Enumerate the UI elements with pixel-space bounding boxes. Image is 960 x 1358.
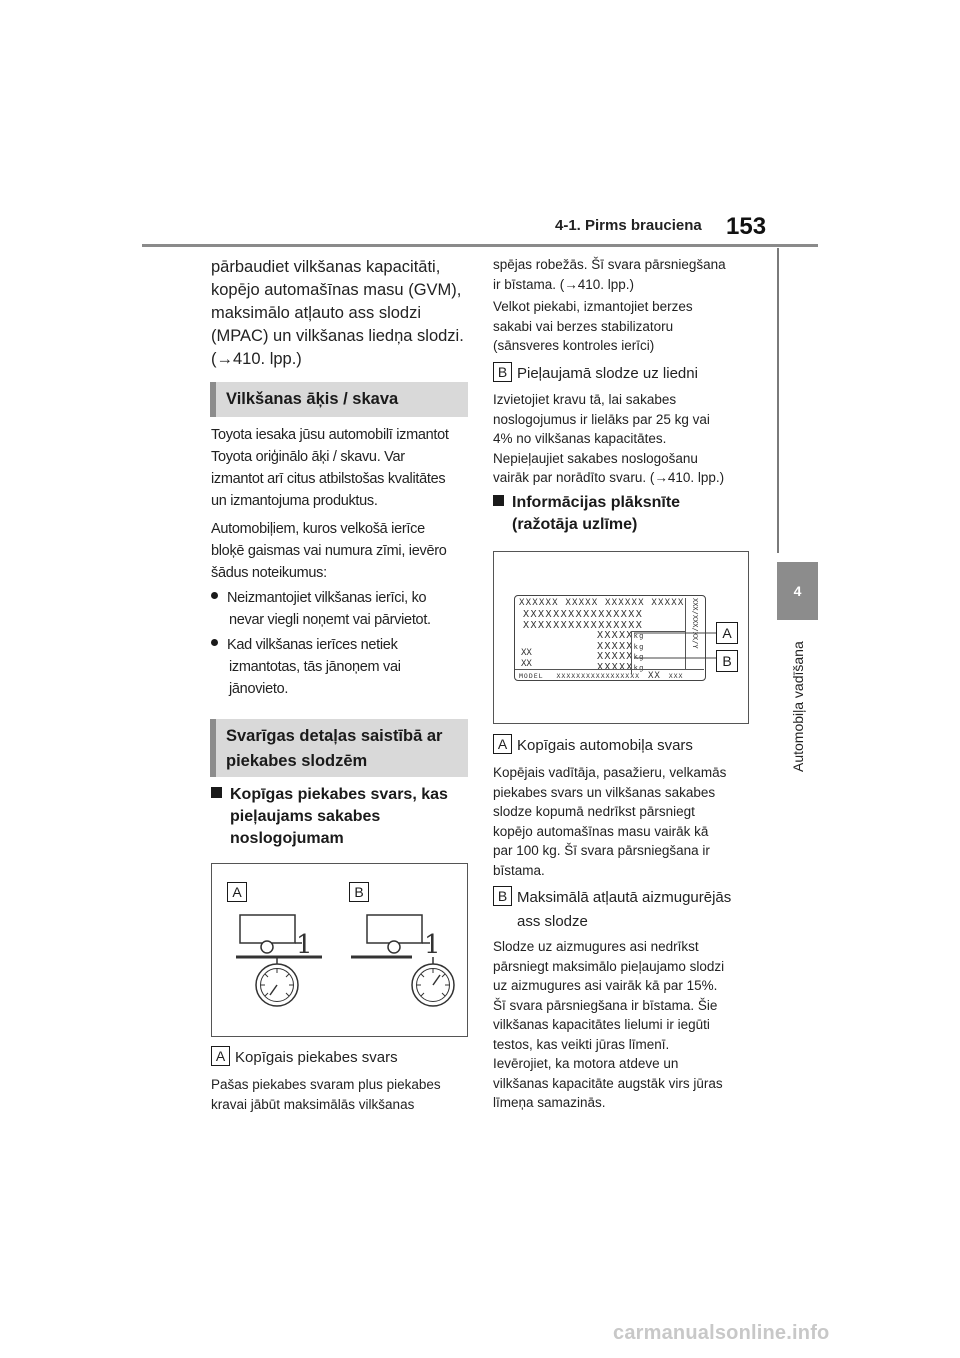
text-line: vairāk par norādīto svaru. (→410. lpp.) [493, 470, 725, 485]
chapter-tab: 4 [777, 562, 818, 620]
label-row: XXXXXXXXXXXXXXXX [523, 609, 644, 620]
label-row: XXXXX [597, 630, 634, 641]
text-line: ass slodze [517, 913, 588, 930]
bullet-item [211, 634, 473, 700]
label-a2-title [493, 734, 755, 758]
label-a-description [211, 1075, 473, 1114]
text-line: Informācijas plāksnīte [512, 494, 681, 511]
text-line: noslogojumus ir lielāks par 25 kg vai [493, 411, 710, 427]
callout-a: A [716, 622, 738, 644]
text-line: spējas robežās. Šī svara pārsniegšana [493, 257, 726, 272]
kg-unit: kg [633, 642, 645, 651]
text-line: bloķē gaismas vai numura zīmi, ievēro [211, 543, 447, 559]
subheading-trailer-weight [211, 784, 473, 850]
text-line: Maksimālā atļautā aizmugurējās [517, 889, 732, 906]
trailer-weight-figure [211, 863, 468, 1037]
text-line: Slodze uz aizmugures asi nedrīkst [493, 939, 699, 954]
text-line: kopējo automašīnas masu (GVM), [211, 281, 462, 299]
text-line: sakabi vai berzes stabilizatoru [493, 318, 674, 334]
text-line: Pieļaujamā slodze uz liedni [517, 365, 698, 382]
text-line: pieļaujams sakabes [230, 808, 381, 825]
figure-label-a: A [227, 882, 247, 902]
text-line: Automobiļiem, kuros velkošā ierīce [211, 521, 425, 537]
text-line: jānovieto. [229, 681, 289, 697]
text-line: pārbaudiet vilkšanas kapacitāti, [211, 258, 441, 276]
continued-paragraph [493, 255, 755, 294]
label-a2-description [493, 763, 755, 880]
text-line: slodze kopumā nedrīkst pārsniegt [493, 804, 695, 819]
friction-hitch-paragraph [493, 297, 755, 356]
model-value: XXXXXXXXXXXXXXXXX [556, 672, 641, 680]
label-row: XXXXX [597, 651, 634, 662]
kg-unit: kg [633, 632, 645, 640]
text-line: noslogojumam [230, 830, 344, 847]
label-row: XX [521, 659, 532, 669]
chapter-label [777, 630, 818, 810]
text-line: par 100 kg. Šī svara pārsniegšana ir [493, 843, 710, 858]
section-title: 4-1. Pirms brauciena [555, 217, 702, 234]
trailer-a [236, 915, 322, 1006]
text-line: pārsniegt maksimālo pieļaujamo slodzi [493, 958, 725, 974]
label-row: XXXXXX XXXXX XXXXXX XXXXX [519, 598, 685, 608]
text-line: un izmantojuma produktus. [211, 493, 378, 509]
side-rule [777, 248, 779, 553]
square-bullet-icon [493, 495, 504, 506]
text-line: Kopējais vadītāja, pasažieru, velkamās [493, 765, 727, 780]
text-line: ir bīstama. (→410. lpp.) [493, 276, 635, 292]
intro-paragraph [211, 256, 473, 371]
label-badge: A [493, 734, 512, 754]
page-number: 153 [726, 213, 767, 240]
text-line: 4% no vilkšanas kapacitātes. [493, 431, 667, 446]
section-heading-hitch: Vilkšanas āķis / skava [210, 382, 468, 417]
text-line: (MPAC) un vilkšanas liedņa slodzi. [211, 327, 464, 345]
label-badge: B [493, 362, 512, 382]
label-b-title [493, 362, 755, 386]
section-heading-loads [210, 719, 468, 777]
text-line: Toyota oriģinālo āķi / skavu. Var [211, 449, 405, 465]
label-row: XX [521, 648, 532, 658]
trailer-b [351, 915, 454, 1006]
text-line: vilkšanas kapacitāte augstāk virs jūras [493, 1075, 723, 1091]
text-line: maksimālo atļauto ass slodzi [211, 304, 422, 322]
callout-b: B [716, 650, 738, 672]
kg-unit: kg [633, 653, 645, 661]
label-b2-description [493, 937, 755, 1113]
text-line: piekabes svars un vilkšanas sakabes [493, 784, 716, 800]
text-line: Kad vilkšanas ierīces netiek [227, 637, 398, 653]
watermark: carmanualsonline.info [613, 1322, 830, 1344]
label-b-description [493, 390, 755, 488]
text-line: testos, kas veikti jūras līmenī. [493, 1036, 670, 1052]
text-line: uz aizmugures asi vairāk kā par 15%. [493, 978, 718, 993]
figure-label-b: B [349, 882, 369, 902]
text-line: Kopīgas piekabes svars, kas [230, 786, 448, 803]
label-row: XXXXX [597, 640, 634, 652]
text-line: piekabes slodzēm [226, 752, 368, 770]
text-line: Nepieļaujiet sakabes noslogošanu [493, 450, 698, 466]
label-badge: B [493, 886, 512, 906]
rules-paragraph [211, 518, 473, 584]
model-label: MODEL [519, 672, 544, 680]
text-line: izmantot arī citus atbilstošas kvalitātes [211, 471, 446, 487]
header-rule [142, 244, 818, 247]
text-line: izmantotas, tās jānoņem vai [229, 659, 401, 675]
model-tail: XXX [668, 672, 684, 680]
text-line: Šī svara pārsniegšana ir bīstama. Šie [493, 997, 718, 1013]
bullet-dot [211, 592, 218, 599]
model-xx: XX [647, 671, 661, 681]
label-row: XXXXX [597, 661, 634, 673]
hitch-paragraph [211, 424, 473, 512]
kg-unit: kg [633, 663, 645, 672]
text-line: (ražotāja uzlīme) [512, 516, 638, 533]
text-line: (→410. lpp.) [211, 350, 302, 368]
square-bullet-icon [211, 787, 222, 798]
text-line: līmeņa samazinās. [493, 1095, 606, 1110]
info-plate-figure [493, 551, 749, 724]
callout-lines [494, 552, 750, 725]
text-line: Svarīgas detaļas saistībā ar [226, 727, 443, 745]
text-line: Toyota iesaka jūsu automobilī izmantot [211, 427, 449, 443]
label-row: XXXXXXXXXXXXXXXX [523, 620, 644, 631]
chapter-label-text: Automobiļa vadīšana [789, 641, 806, 772]
text-line: šādus noteikumus: [211, 565, 327, 581]
weight-arrow-a: 1 [296, 930, 313, 960]
text-line: Izvietojiet kravu tā, lai sakabes [493, 392, 677, 407]
text-line: Pašas piekabes svaram plus piekabes [211, 1077, 441, 1092]
text-line: Ievērojiet, ka motora atdeve un [493, 1056, 679, 1071]
text-line: kravai jābūt maksimālās vilkšanas [211, 1096, 415, 1112]
text-line: Kopīgais automobiļa svars [517, 737, 693, 754]
text-line: kopējo automašīnas masu vairāk kā [493, 823, 709, 839]
text-line: (sānsveres kontroles ierīci) [493, 338, 655, 353]
weight-arrow-b: 1 [424, 930, 441, 960]
label-side-column: XXX/XXX/XX/Y [685, 598, 698, 670]
bullet-item [211, 587, 473, 631]
text-line: nevar viegli noņemt vai pārvietot. [229, 612, 431, 628]
text-line: vilkšanas kapacitātes lielumi ir iegūti [493, 1017, 710, 1032]
label-b2-title [493, 886, 755, 934]
label-badge: A [211, 1046, 230, 1066]
bullet-dot [211, 639, 218, 646]
text-line: Velkot piekabi, izmantojiet berzes [493, 299, 693, 314]
subheading-info-plate [493, 492, 755, 536]
text-line: bīstama. [493, 862, 545, 878]
text-line: Kopīgais piekabes svars [235, 1049, 398, 1066]
text-line: Neizmantojiet vilkšanas ierīci, ko [227, 590, 427, 606]
label-a-title [211, 1046, 473, 1070]
